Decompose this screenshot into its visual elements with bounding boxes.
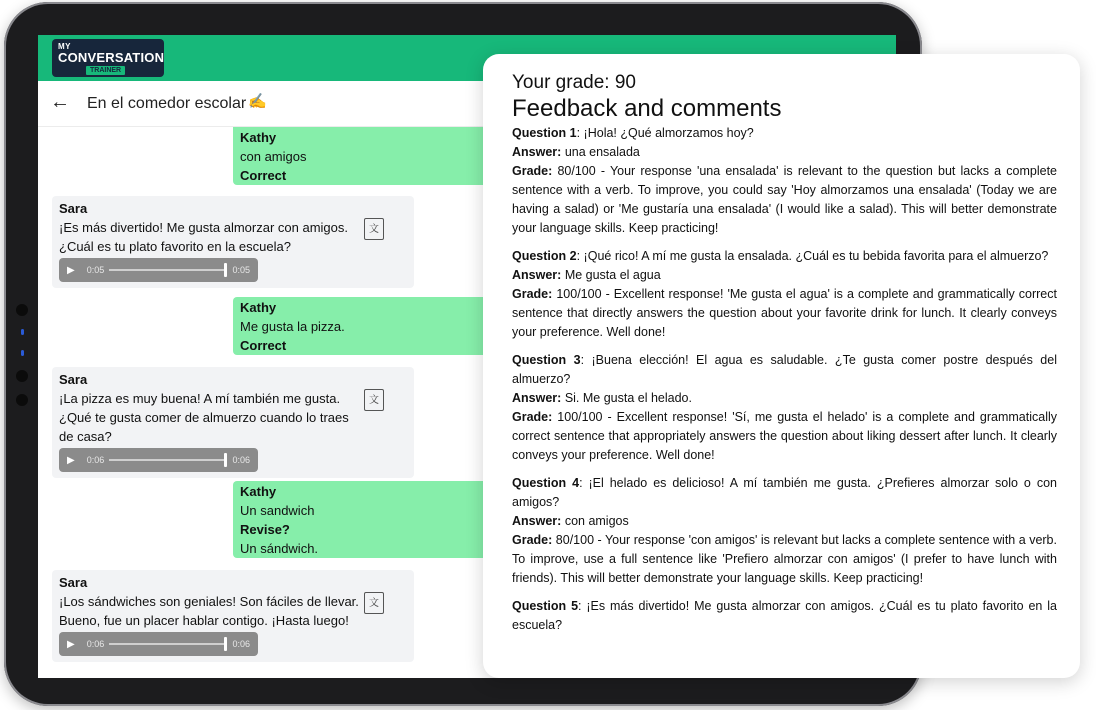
logo-my: MY [58, 42, 71, 51]
side-indicator [21, 329, 24, 335]
question-number: 1 [569, 126, 577, 140]
grade-text: 80/100 - Your response 'una ensalada' is relevant to the question but lacks a complete sentence with a verb. To improve, you could say 'Hoy almorzamos una ensalada' (Today we are having a salad) or 'Me gustaría una ensalada' (I would like a salad). This will better demonstrate your language skills. Keep practicing! [512, 164, 1058, 235]
question-text: : ¡Buena elección! El agua es saludable. ¿Te gusta comer postre después del almuerzo? [512, 353, 1057, 386]
answer-label: Answer: [512, 145, 562, 159]
answer-label: Answer: [512, 268, 562, 282]
audio-player[interactable] [59, 632, 258, 656]
feedback-item [512, 124, 1057, 238]
translate-icon[interactable]: 文 [364, 218, 384, 240]
question-number: 2 [569, 249, 577, 263]
answer-text: Si. Me gusta el helado. [564, 391, 692, 405]
audio-seek-handle[interactable] [224, 453, 227, 467]
audio-current-time: 0:06 [86, 454, 105, 465]
message-text: ¡Es más divertido! Me gusta almorzar con amigos. ¿Cuál es tu plato favorito en la escuela? [59, 220, 348, 254]
question-text: : ¡Qué rico! A mí me gusta la ensalada. ¿Cuál es tu bebida favorita para el almuerzo? [576, 249, 1049, 263]
grade-item-label: Grade: [512, 164, 553, 178]
message-sender: Kathy [240, 300, 277, 315]
question-label: Question [512, 476, 567, 490]
question-label: Question [512, 599, 567, 613]
message-sender: Sara [59, 575, 88, 590]
side-button [16, 370, 28, 382]
side-button [16, 304, 28, 316]
message-sender: Kathy [240, 130, 277, 145]
conversation-title: En el comedor escolar [87, 95, 247, 112]
side-button [16, 394, 28, 406]
grade-value: 90 [614, 72, 636, 93]
answer-text: con amigos [564, 514, 629, 528]
message-correction: Un sándwich. [240, 541, 319, 556]
message-text: Me gusta la pizza. [240, 319, 345, 334]
message-text: con amigos [240, 149, 307, 164]
audio-seek-handle[interactable] [224, 263, 227, 277]
message-text: Un sandwich [240, 503, 315, 518]
translate-icon[interactable]: 文 [364, 389, 384, 411]
feedback-card [483, 54, 1080, 678]
audio-current-time: 0:05 [86, 264, 105, 275]
feedback-item [512, 351, 1057, 465]
grade-item-label: Grade: [512, 287, 553, 301]
audio-seek-bar[interactable] [109, 643, 227, 645]
message-text: ¡Los sándwiches son geniales! Son fáciles de llevar. Bueno, fue un placer hablar contigo. ¡Hasta luego! [59, 594, 359, 628]
question-label: Question [512, 353, 567, 367]
translate-icon[interactable]: 文 [364, 592, 384, 614]
message-status: Revise? [240, 522, 290, 537]
audio-total-time: 0:05 [232, 264, 250, 275]
bot-message [52, 196, 414, 288]
grade-label: Your grade: [512, 72, 610, 93]
audio-seek-handle[interactable] [224, 637, 227, 651]
question-number: 3 [573, 353, 581, 367]
audio-seek-bar[interactable] [109, 459, 227, 461]
audio-total-time: 0:06 [232, 638, 250, 649]
play-icon[interactable]: ▶ [67, 264, 75, 276]
side-indicator [21, 350, 24, 356]
play-icon[interactable]: ▶ [67, 454, 75, 466]
feedback-item [512, 247, 1057, 342]
logo-main: CONVERSATION [58, 50, 165, 65]
audio-player[interactable] [59, 448, 258, 472]
grade-text: 80/100 - Your response 'con amigos' is relevant but lacks a complete sentence with a verb. To improve, use a full sentence like 'Prefiero almorzar con amigos' (I prefer to have lunch with friends). This will better demonstrate your language skills. Keep practicing! [512, 533, 1057, 585]
question-text: : ¡Es más divertido! Me gusta almorzar con amigos. ¿Cuál es tu plato favorito en la escuela? [512, 599, 1057, 632]
message-sender: Sara [59, 372, 88, 387]
audio-player[interactable] [59, 258, 258, 282]
question-text: : ¡El helado es delicioso! A mí también me gusta. ¿Prefieres almorzar solo o con amigos? [512, 476, 1057, 509]
audio-total-time: 0:06 [232, 454, 250, 465]
grade-text: 100/100 - Excellent response! 'Sí, me gusta el helado' is a complete and grammatically correct sentence that appropriately answers the question about liking dessert after lunch. It clearly conveys your preference. Well done! [512, 410, 1058, 462]
message-sender: Sara [59, 201, 88, 216]
grade-item-label: Grade: [512, 533, 553, 547]
app-logo[interactable] [52, 39, 164, 77]
logo-sub: TRAINER [86, 66, 125, 75]
feedback-item [512, 474, 1057, 588]
feedback-item [512, 597, 1057, 635]
audio-current-time: 0:06 [86, 638, 105, 649]
feedback-heading: Feedback and comments [512, 95, 782, 122]
question-label: Question [512, 126, 567, 140]
question-number: 4 [572, 476, 580, 490]
grade-text: 100/100 - Excellent response! 'Me gusta el agua' is a complete and grammatically correct sentence that directly answers the question about your favorite drink for lunch. It clearly conveys your preference. Well done! [512, 287, 1057, 339]
question-number: 5 [571, 599, 579, 613]
bot-message [52, 570, 414, 662]
answer-text: una ensalada [564, 145, 640, 159]
message-status: Correct [240, 338, 287, 353]
message-status: Correct [240, 168, 287, 183]
answer-label: Answer: [512, 514, 562, 528]
answer-text: Me gusta el agua [564, 268, 661, 282]
answer-label: Answer: [512, 391, 562, 405]
question-label: Question [512, 249, 567, 263]
play-icon[interactable]: ▶ [67, 638, 75, 650]
back-arrow-icon[interactable]: ← [50, 91, 70, 113]
grade-line [512, 71, 1057, 95]
question-text: : ¡Hola! ¿Qué almorzamos hoy? [576, 126, 754, 140]
message-text: ¡La pizza es muy buena! A mí también me gusta. ¿Qué te gusta comer de almuerzo cuando lo traes de casa? [59, 391, 349, 444]
touch-gesture-icon[interactable]: ✍ [248, 93, 267, 110]
bot-message [52, 367, 414, 478]
message-sender: Kathy [240, 484, 277, 499]
grade-item-label: Grade: [512, 410, 553, 424]
audio-seek-bar[interactable] [109, 269, 227, 271]
